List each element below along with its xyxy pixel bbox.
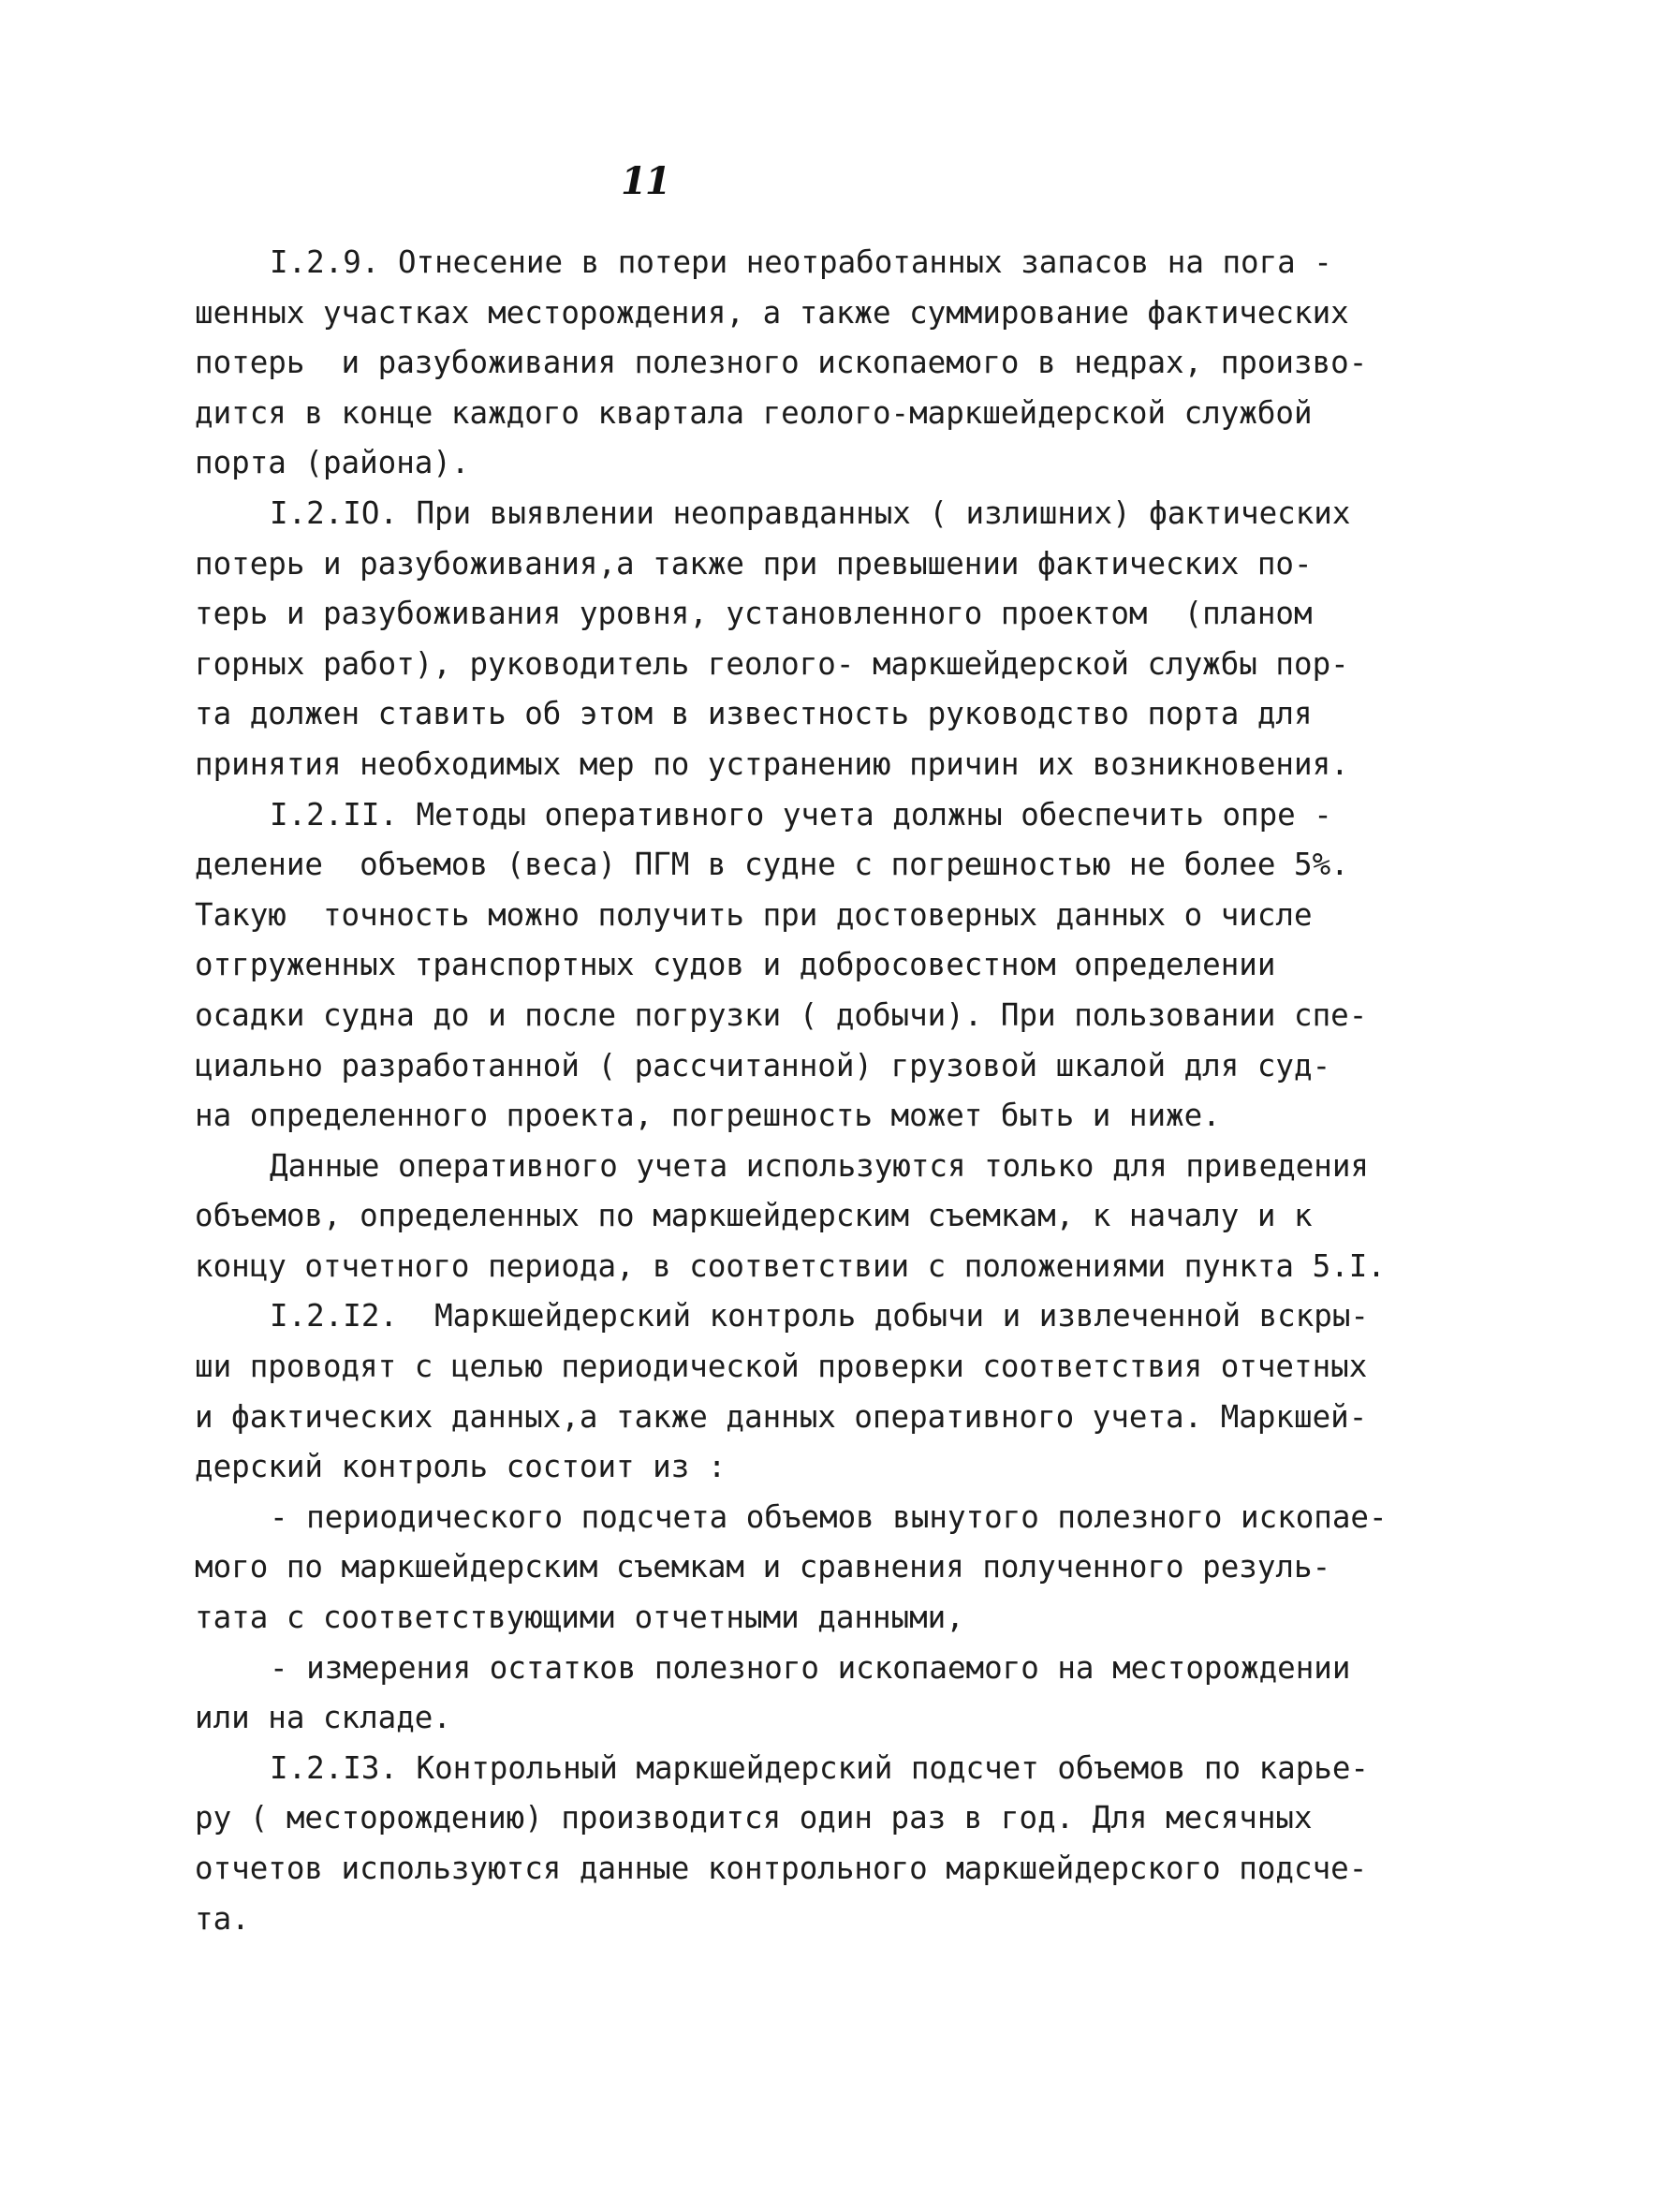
text-line: I.2.IO. При выявлении неоправданных ( излишних) фактических bbox=[270, 494, 1351, 531]
text-line: концу отчетного периода, в соответствии с положениями пункта 5.I. bbox=[195, 1247, 1386, 1284]
text-line: - периодического подсчета объемов вынутого полезного ископае- bbox=[270, 1498, 1388, 1535]
text-line: I.2.II. Методы оперативного учета должны обеспечить опре - bbox=[270, 796, 1332, 833]
body-text bbox=[195, 238, 1431, 1944]
text-line: I.2.I3. Контрольный маркшейдерский подсчет объемов по карье- bbox=[270, 1749, 1369, 1786]
text-line: циально разработанной ( рассчитанной) грузовой шкалой для суд- bbox=[195, 1047, 1331, 1084]
text-line: деление объемов (веса) ПГМ в судне с погрешностью не более 5%. bbox=[195, 847, 1349, 883]
text-line: мого по маркшейдерским съемкам и сравнения полученного резуль- bbox=[195, 1549, 1331, 1585]
text-line: горных работ), руководитель геолого- маркшейдерской службы пор- bbox=[195, 645, 1349, 682]
text-line: тата с соответствующими отчетными данными, bbox=[195, 1600, 964, 1636]
text-line: принятия необходимых мер по устранению причин их возникновения. bbox=[195, 745, 1349, 782]
text-line: на определенного проекта, погрешность может быть и ниже. bbox=[195, 1098, 1221, 1134]
page-number: 11 bbox=[621, 159, 669, 203]
text-line: ру ( месторождению) производится один раз в год. Для месячных bbox=[195, 1800, 1313, 1836]
text-line: отчетов используются данные контрольного маркшейдерского подсче- bbox=[195, 1851, 1368, 1886]
text-line: дится в конце каждого квартала геолого-маркшейдерской службой bbox=[195, 394, 1313, 431]
text-line: объемов, определенных по маркшейдерским съемкам, к началу и к bbox=[195, 1198, 1313, 1234]
text-line: и фактических данных,а также данных оперативного учета. Маркшей- bbox=[195, 1398, 1368, 1435]
text-line: потерь и разубоживания полезного ископаемого в недрах, произво- bbox=[195, 345, 1368, 381]
text-line: I.2.I2. Маркшейдерский контроль добычи и извлеченной вскры- bbox=[270, 1298, 1369, 1335]
text-line: ши проводят с целью периодической проверки соответствия отчетных bbox=[195, 1349, 1368, 1385]
text-line: терь и разубоживания уровня, установленного проектом (планом bbox=[195, 596, 1313, 632]
text-line: порта (района). bbox=[195, 445, 470, 481]
text-line: дерский контроль состоит из : bbox=[195, 1449, 727, 1485]
text-line: - измерения остатков полезного ископаемого на месторождении bbox=[270, 1649, 1351, 1686]
text-line: та должен ставить об этом в известность руководство порта для bbox=[195, 696, 1313, 732]
text-line: та. bbox=[195, 1900, 250, 1937]
text-line: Данные оперативного учета используются только для приведения bbox=[270, 1147, 1369, 1184]
text-line: Такую точность можно получить при достоверных данных о числе bbox=[195, 896, 1313, 933]
text-line: отгруженных транспортных судов и добросовестном определении bbox=[195, 947, 1276, 983]
text-line: I.2.9. Отнесение в потери неотработанных запасов на пога - bbox=[270, 244, 1332, 280]
text-line: или на складе. bbox=[195, 1700, 451, 1736]
text-line: осадки судна до и после погрузки ( добычи). При пользовании спе- bbox=[195, 996, 1368, 1033]
text-line: шенных участках месторождения, а также суммирование фактических bbox=[195, 294, 1349, 331]
text-line: потерь и разубоживания,а также при превышении фактических по- bbox=[195, 545, 1313, 582]
